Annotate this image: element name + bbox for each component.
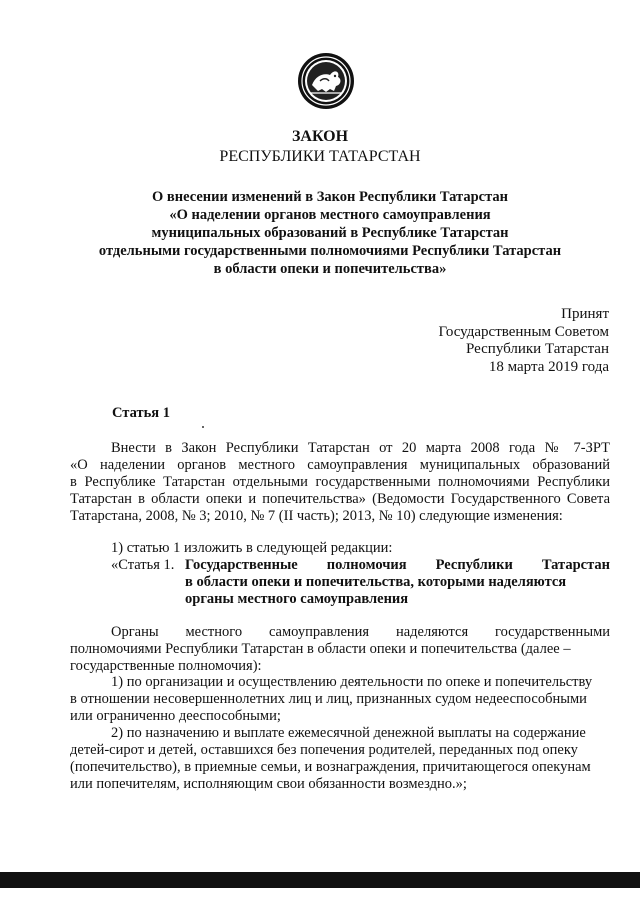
adoption-line: Государственным Советом [438, 323, 609, 340]
new-article-label: «Статья 1. [111, 557, 175, 573]
text-line: или ограниченно дееспособными; [70, 708, 281, 724]
text-line: 1) по организации и осуществлению деятельности по опеке и попечительству [111, 674, 593, 690]
law-region: РЕСПУБЛИКИ ТАТАРСТАН [219, 148, 421, 165]
text-line: государственные полномочия): [70, 658, 262, 674]
law-heading [80, 188, 580, 278]
item-1 [70, 540, 610, 557]
adoption-line: Принят [561, 306, 609, 322]
scan-border-bar [0, 872, 640, 888]
text-line: или попечителям, исполняющим свои обязанности возмездно.»; [70, 776, 467, 792]
text-line: «О наделении органов местного самоуправления муниципальных образований [70, 457, 610, 473]
law-title: ЗАКОН [291, 128, 349, 145]
new-article-title-line: Государственные полномочия Республики Татарстан [185, 557, 610, 573]
heading-line: отдельными государственными полномочиями Республики Татарстан [98, 243, 562, 259]
coat-of-arms-emblem [296, 51, 356, 111]
text-line: (попечительство), в приемные семьи, и вознаграждения, причитающегося опекунам [70, 759, 591, 775]
scan-speck [202, 426, 204, 428]
text-line: Внести в Закон Республики Татарстан от 20 марта 2008 года № 7-ЗРТ [111, 440, 610, 456]
text-line: Татарстана, 2008, № 3; 2010, № 7 (II часть); 2013, № 10) следующие изменения: [70, 508, 563, 524]
text-line: Органы местного самоуправления наделяются государственными [111, 624, 610, 640]
organs-paragraph [70, 624, 610, 675]
heading-line: муниципальных образований в Республике Татарстан [151, 225, 509, 241]
adoption-line: Республики Татарстан [465, 341, 609, 357]
subitem-2 [70, 725, 610, 793]
new-article-title-line: органы местного самоуправления [185, 591, 409, 607]
new-article-title-line: в области опеки и попечительства, которыми наделяются [185, 574, 567, 590]
subitem-1 [70, 674, 610, 725]
heading-line: «О наделении органов местного самоуправления [169, 207, 491, 223]
text-line: Татарстан в области опеки и попечительства» (Ведомости Государственного Совета [70, 491, 610, 507]
new-article-heading [70, 557, 610, 608]
article-title: Статья 1 [112, 405, 170, 421]
heading-line: в области опеки и попечительства» [213, 261, 447, 277]
text-line: 2) по назначению и выплате ежемесячной денежной выплаты на содержание [111, 725, 586, 741]
text-line: в Республике Татарстан отдельными государственными полномочиями Республики [70, 474, 610, 490]
intro-paragraph [70, 440, 610, 525]
text-line: полномочиями Республики Татарстан в области опеки и попечительства (далее – [70, 641, 571, 657]
text-line: 1) статью 1 изложить в следующей редакции: [111, 540, 393, 556]
text-line: детей-сирот и детей, оставшихся без попечения родителей, переданных под опеку [70, 742, 578, 758]
text-line: в отношении несовершеннолетних лиц и лиц, признанных судом недееспособными [70, 691, 587, 707]
adoption-block [439, 306, 610, 376]
heading-line: О внесении изменений в Закон Республики Татарстан [152, 189, 508, 205]
adoption-date: 18 марта 2019 года [488, 358, 609, 375]
